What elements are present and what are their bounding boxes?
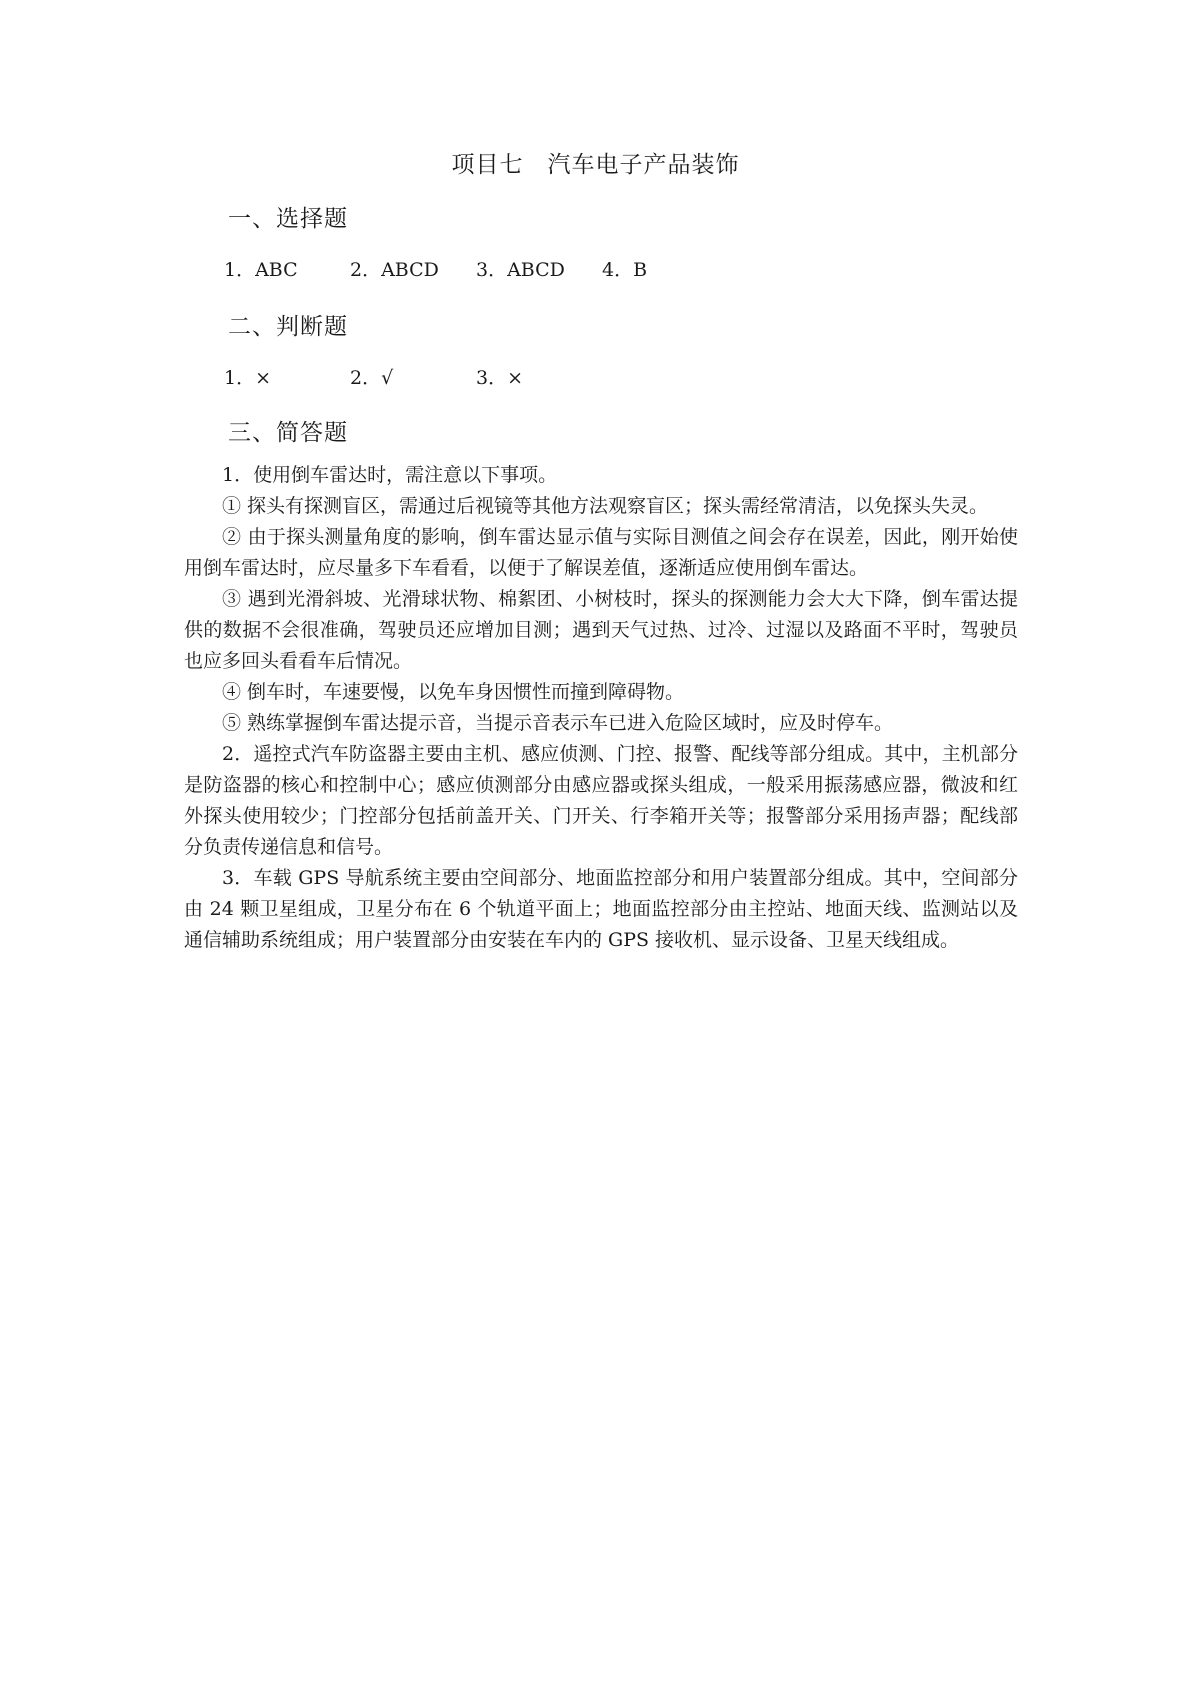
- short-answer-body: [184, 460, 1018, 956]
- paragraph: ② 由于探头测量角度的影响，倒车雷达显示值与实际目测值之间会存在误差，因此，刚开始使用倒车雷达时，应尽量多下车看看，以便于了解误差值，逐渐适应使用倒车雷达。: [184, 526, 1018, 579]
- choice-answer-3: 3．ABCD: [476, 259, 565, 281]
- section-heading-judgment: 二、判断题: [228, 314, 348, 340]
- judgment-answer-1: 1．×: [224, 367, 272, 389]
- judgment-answer-3: 3．×: [476, 367, 524, 389]
- choice-answer-2: 2．ABCD: [350, 259, 439, 281]
- paragraph: ① 探头有探测盲区，需通过后视镜等其他方法观察盲区；探头需经常清洁，以免探头失灵。: [222, 495, 989, 517]
- paragraph: ⑤ 熟练掌握倒车雷达提示音，当提示音表示车已进入危险区域时，应及时停车。: [222, 712, 894, 734]
- judgment-answer-2: 2．√: [350, 367, 394, 389]
- choice-answer-1: 1．ABC: [224, 259, 298, 281]
- section-heading-choice: 一、选择题: [228, 206, 348, 232]
- page-title: 项目七 汽车电子产品装饰: [451, 152, 740, 178]
- choice-answer-4: 4．B: [602, 259, 648, 281]
- section-heading-short-answer: 三、简答题: [228, 420, 348, 446]
- paragraph: 1．使用倒车雷达时，需注意以下事项。: [222, 464, 558, 486]
- paragraph: ③ 遇到光滑斜坡、光滑球状物、棉絮团、小树枝时，探头的探测能力会大大下降，倒车雷达提供的数据不会很准确，驾驶员还应增加目测；遇到天气过热、过冷、过湿以及路面不平时，驾驶员也应多回头看看车后情况。: [184, 588, 1018, 672]
- paragraph: 2．遥控式汽车防盗器主要由主机、感应侦测、门控、报警、配线等部分组成。其中，主机部分是防盗器的核心和控制中心；感应侦测部分由感应器或探头组成，一般采用振荡感应器，微波和红外探头使用较少；门控部分包括前盖开关、门开关、行李箱开关等；报警部分采用扬声器；配线部分负责传递信息和信号。: [184, 743, 1018, 858]
- paragraph: ④ 倒车时，车速要慢，以免车身因惯性而撞到障碍物。: [222, 681, 685, 703]
- paragraph: 3．车载 GPS 导航系统主要由空间部分、地面监控部分和用户装置部分组成。其中，空间部分由 24 颗卫星组成，卫星分布在 6 个轨道平面上；地面监控部分由主控站、地面天线、监测站以及通信辅助系统组成；用户装置部分由安装在车内的 GPS 接收机、显示设备、卫星天线组成。: [184, 867, 1018, 951]
